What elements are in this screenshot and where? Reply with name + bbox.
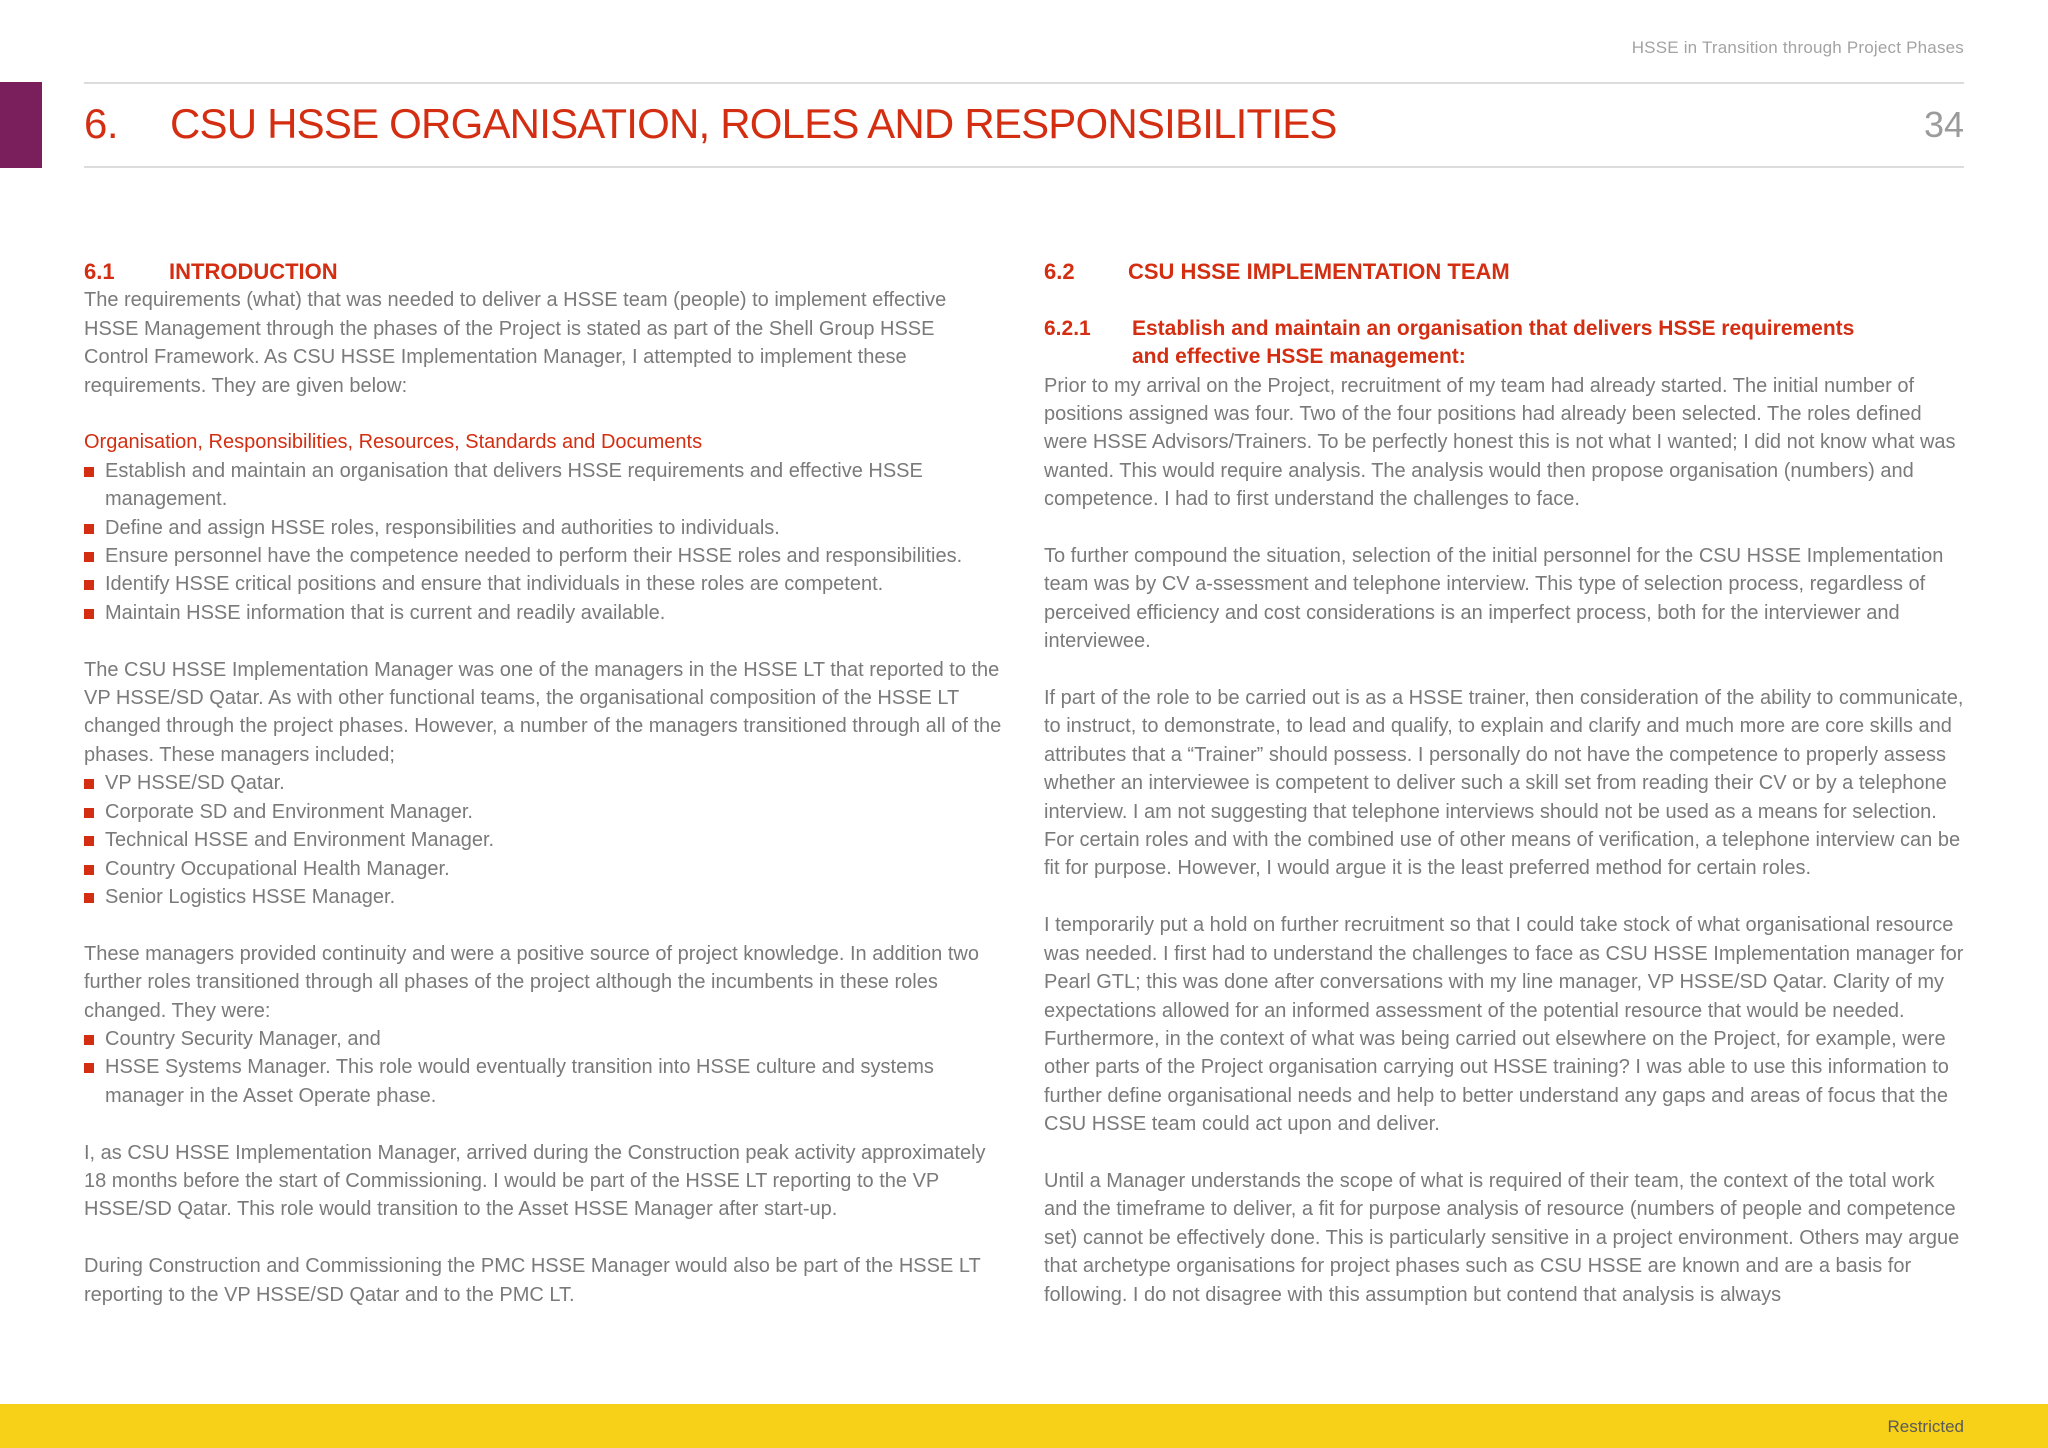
chapter-number: 6.	[84, 100, 119, 147]
section-number: 6.1	[84, 259, 115, 284]
section-title: INTRODUCTION	[169, 259, 338, 284]
body-paragraph: If part of the role to be carried out is as a HSSE trainer, then consideration of the ability to communicate, to instruct, to demonstrate, to lead and qualify, to explain and clarify and much more are core skills and attributes that a “Trainer” should possess. I personally do not have the competence to properly assess whether an interviewee is competent to deliver such a skill set from reading their CV or by a telephone interview. I am not suggesting that telephone interviews should not be used as a means for selection. For certain roles and with the combined use of other means of verification, a telephone interview can be fit for purpose. However, I would argue it is the least preferred method for certain roles.	[1044, 687, 1964, 880]
list-item: Technical HSSE and Environment Manager.	[84, 826, 1004, 854]
list-item: Define and assign HSSE roles, responsibilities and authorities to individuals.	[84, 514, 1004, 542]
intro-paragraph: The requirements (what) that was needed to deliver a HSSE team (people) to implement effective HSSE Management through the phases of the Project is stated as part of the Shell Group HSSE Control Framework. As CSU HSSE Implementation Manager, I attempted to implement these requirements. They are given below:	[84, 289, 947, 397]
right-column	[1044, 258, 1964, 1309]
subsection-heading	[1044, 315, 1964, 372]
list-item: HSSE Systems Manager. This role would eventually transition into HSSE culture and systems manager in the Asset Operate phase.	[84, 1053, 1004, 1110]
body-paragraph: To further compound the situation, selection of the initial personnel for the CSU HSSE Implementation team was by CV a-ssessment and telephone interview. This type of selection process, regardless of perceived efficiency and cost considerations is an imperfect process, both for the interviewer and interviewee.	[1044, 545, 1944, 653]
section-title: CSU HSSE IMPLEMENTATION TEAM	[1128, 259, 1510, 284]
list-item: VP HSSE/SD Qatar.	[84, 769, 1004, 797]
header-rule-top	[84, 82, 1964, 84]
classification-label: Restricted	[1887, 1417, 1964, 1436]
further-roles-list	[84, 1025, 1004, 1110]
section-heading-implementation-team	[1044, 258, 1964, 286]
chapter-tab	[0, 82, 42, 168]
managers-paragraph: The CSU HSSE Implementation Manager was one of the managers in the HSSE LT that reported to the VP HSSE/SD Qatar. As with other functional teams, the organisational composition of the HSSE LT changed through the project phases. However, a number of the managers transitioned through all of the phases. These managers included;	[84, 658, 1002, 766]
body-paragraph: Until a Manager understands the scope of what is required of their team, the context of the total work and the timeframe to deliver, a fit for purpose analysis of resource (numbers of people and competence set) cannot be effectively done. This is particularly sensitive in a project environment. Others may argue that archetype organisations for project phases such as CSU HSSE are known and are a basis for following. I do not disagree with this assumption but contend that analysis is always	[1044, 1169, 1960, 1306]
continuity-paragraph: These managers provided continuity and were a positive source of project knowledge. In addition two further roles transitioned through all phases of the project although the incumbents in these roles changed. They were:	[84, 942, 979, 1022]
chapter-title: CSU HSSE ORGANISATION, ROLES AND RESPONSIBILITIES	[170, 100, 1337, 147]
section-heading-introduction	[84, 258, 1004, 286]
list-item: Country Occupational Health Manager.	[84, 855, 1004, 883]
list-item: Corporate SD and Environment Manager.	[84, 798, 1004, 826]
subsection-title: Establish and maintain an organisation that delivers HSSE requirements and effective HSSE management:	[1132, 316, 1855, 369]
left-column	[84, 258, 1004, 1309]
header-rule-bottom	[84, 166, 1964, 168]
managers-list	[84, 769, 1004, 911]
pmc-paragraph: During Construction and Commissioning the PMC HSSE Manager would also be part of the HSSE LT reporting to the VP HSSE/SD Qatar and to the PMC LT.	[84, 1255, 981, 1306]
list-item: Maintain HSSE information that is current and readily available.	[84, 599, 1004, 627]
page-number: 34	[1923, 104, 1964, 145]
arrival-paragraph: I, as CSU HSSE Implementation Manager, arrived during the Construction peak activity approximately 18 months before the start of Commissioning. I would be part of the HSSE LT reporting to the VP HSSE/SD Qatar. This role would transition to the Asset HSSE Manager after start-up.	[84, 1141, 986, 1221]
list-item: Establish and maintain an organisation that delivers HSSE requirements and effective HSSE management.	[84, 457, 1004, 514]
section-number: 6.2	[1044, 259, 1075, 284]
list-item: Senior Logistics HSSE Manager.	[84, 883, 1004, 911]
requirements-list	[84, 457, 1004, 627]
org-heading: Organisation, Responsibilities, Resources, Standards and Documents	[84, 431, 703, 454]
list-item: Ensure personnel have the competence needed to perform their HSSE roles and responsibilities.	[84, 542, 1004, 570]
footer-bar	[0, 1404, 2048, 1448]
body-paragraph: I temporarily put a hold on further recruitment so that I could take stock of what organisational resource was needed. I first had to understand the challenges to face as CSU HSSE Implementation manager for Pearl GTL; this was done after conversations with my line manager, VP HSSE/SD Qatar. Clarity of my expectations allowed for an informed assessment of the potential resource that would be needed. Furthermore, in the context of what was being carried out elsewhere on the Project, for example, were other parts of the Project organisation carrying out HSSE training? I was able to use this information to further define organisational needs and help to better understand any gaps and areas of focus that the CSU HSSE team could act upon and deliver.	[1044, 914, 1964, 1136]
body-paragraph: Prior to my arrival on the Project, recruitment of my team had already started. The initial number of positions assigned was four. Two of the four positions had already been selected. The roles defined were HSSE Advisors/Trainers. To be perfectly honest this is not what I wanted; I did not know what was wanted. This would require analysis. The analysis would then propose organisation (numbers) and competence. I had to first understand the challenges to face.	[1044, 374, 1956, 511]
running-header: HSSE in Transition through Project Phases	[1631, 38, 1964, 57]
list-item: Identify HSSE critical positions and ensure that individuals in these roles are competent.	[84, 570, 1004, 598]
list-item: Country Security Manager, and	[84, 1025, 1004, 1053]
subsection-number: 6.2.1	[1044, 316, 1091, 340]
